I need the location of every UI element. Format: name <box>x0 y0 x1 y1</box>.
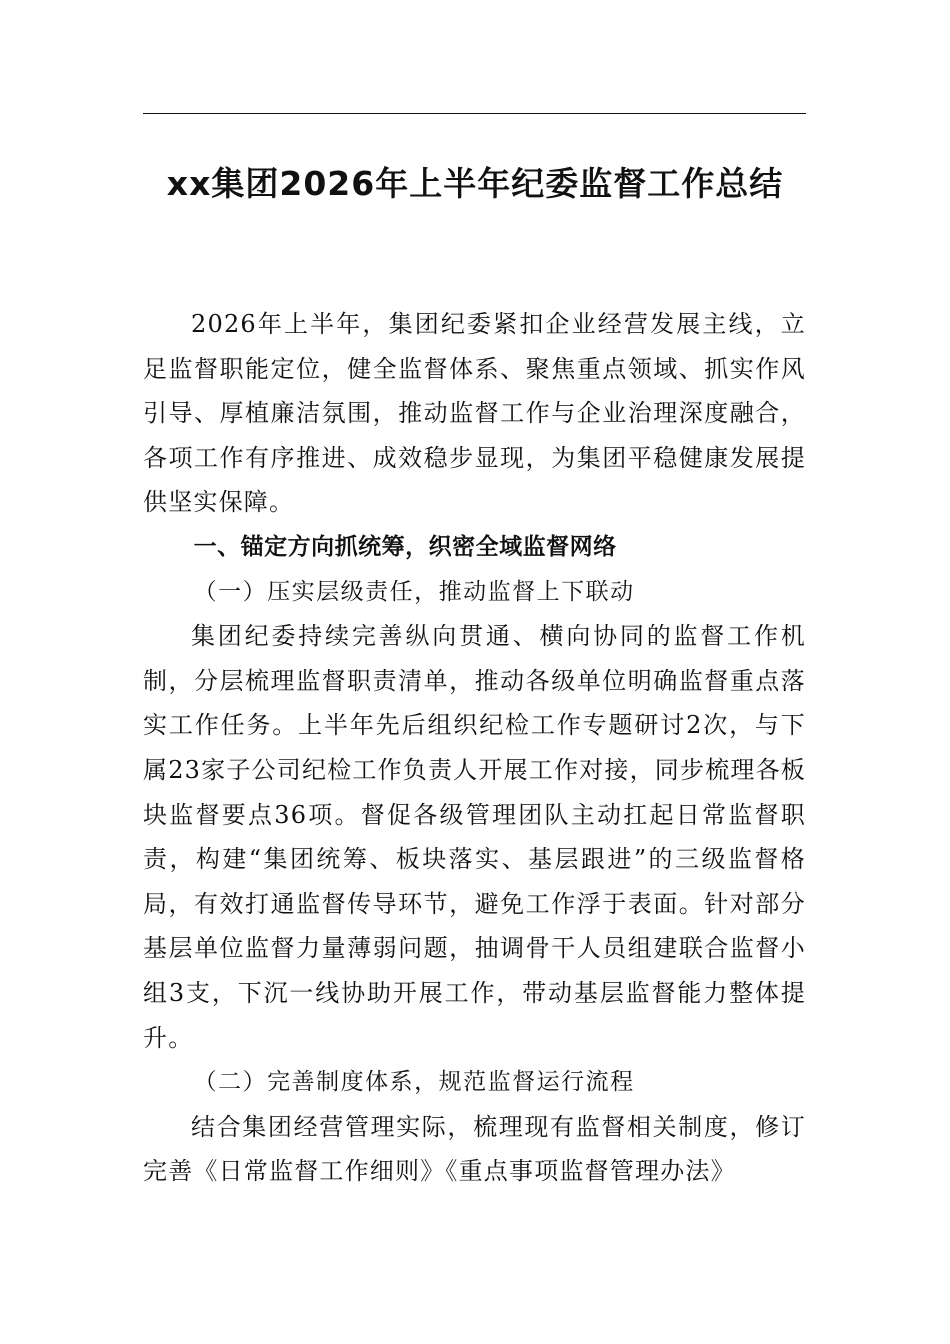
intro-paragraph: 2026年上半年，集团纪委紧扣企业经营发展主线，立足监督职能定位，健全监督体系、聚焦重点领域、抓实作风引导、厚植廉洁氛围，推动监督工作与企业治理深度融合，各项工作有序推进、成效稳步显现，为集团平稳健康发展提供坚实保障。 <box>143 310 806 517</box>
subsection-heading: （二）完善制度体系，规范监督运行流程 <box>193 1069 635 1096</box>
document-body <box>143 302 806 1194</box>
document-title: xx集团2026年上半年纪委监督工作总结 <box>166 164 784 203</box>
body-paragraph: 结合集团经营管理实际，梳理现有监督相关制度，修订完善《日常监督工作细则》《重点事项监督管理办法》 <box>143 1112 806 1186</box>
body-paragraph: 集团纪委持续完善纵向贯通、横向协同的监督工作机制，分层梳理监督职责清单，推动各级单位明确监督重点落实工作任务。上半年先后组织纪检工作专题研讨2次，与下属23家子公司纪检工作负责人开展工作对接，同步梳理各板块监督要点36项。督促各级管理团队主动扛起日常监督职责，构建“集团统筹、板块落实、基层跟进”的三级监督格局，有效打通监督传导环节，避免工作浮于表面。针对部分基层单位监督力量薄弱问题，抽调骨干人员组建联合监督小组3支，下沉一线协助开展工作，带动基层监督能力整体提升。 <box>143 622 806 1052</box>
section-heading: 一、锚定方向抓统筹，织密全域监督网络 <box>193 533 617 560</box>
subsection-heading: （一）压实层级责任，推动监督上下联动 <box>193 578 635 605</box>
header-rule <box>143 113 806 114</box>
